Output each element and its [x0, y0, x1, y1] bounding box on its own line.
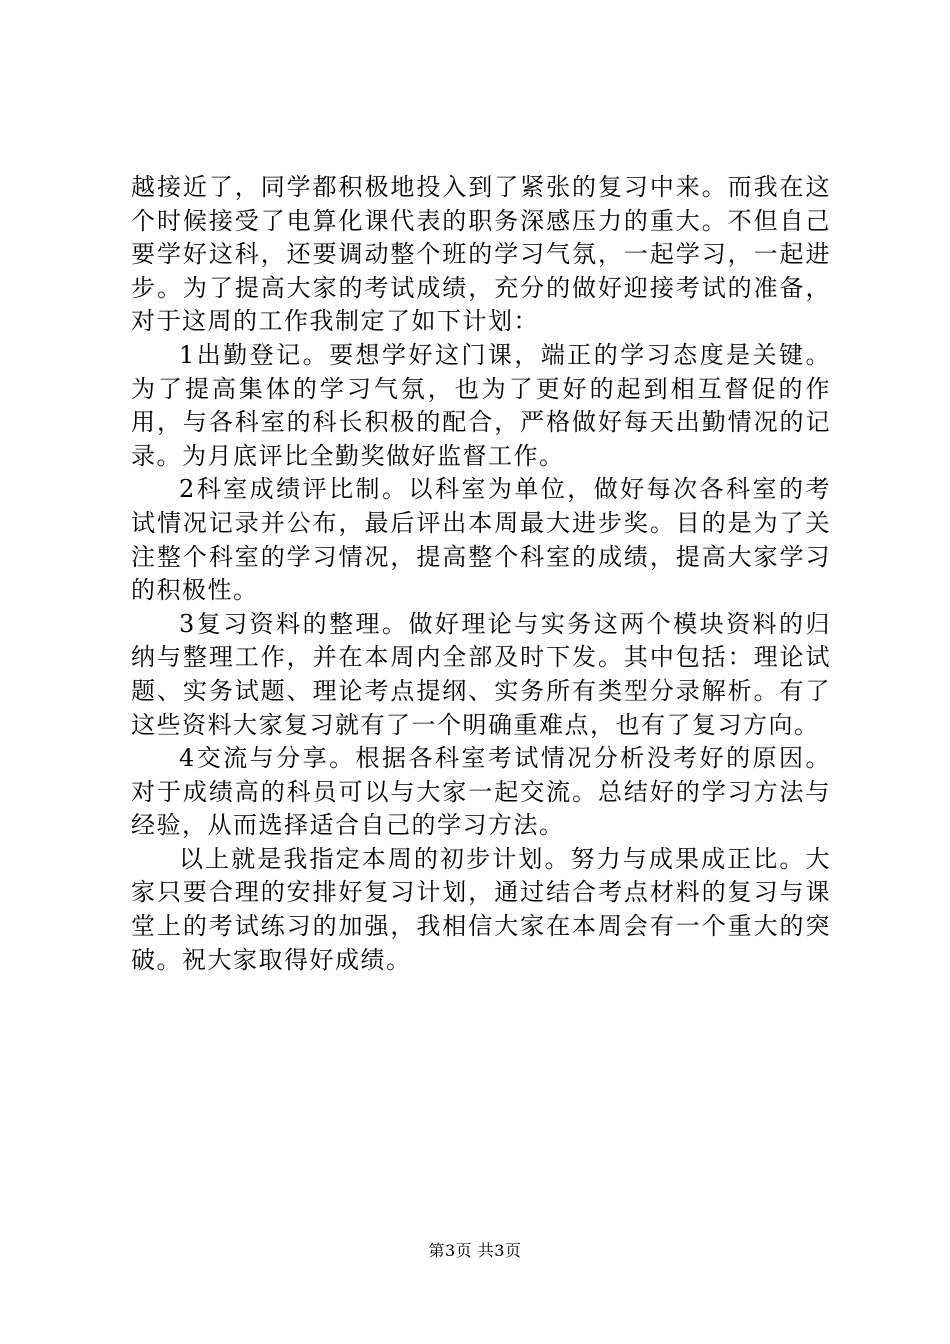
paragraph-item-2-score-ranking: 2科室成绩评比制。以科室为单位，做好每次各科室的考试情况记录并公布，最后评出本周最大进步奖。目的是为了关注整个科室的学习情况，提高整个科室的成绩，提高大家学习的积极性。	[131, 475, 831, 605]
paragraph-item-3-materials: 3复习资料的整理。做好理论与实务这两个模块资料的归纳与整理工作，并在本周内全部及时下发。其中包括：理论试题、实务试题、理论考点提纲、实务所有类型分录解析。有了这些资料大家复习就有了一个明确重难点，也有了复习方向。	[131, 609, 831, 739]
page-footer	[0, 1241, 950, 1261]
paragraph-item-4-sharing: 4交流与分享。根据各科室考试情况分析没考好的原因。对于成绩高的科员可以与大家一起交流。总结好的学习方法与经验，从而选择适合自己的学习方法。	[131, 744, 831, 840]
page-number-label: 第3页 共3页	[428, 1241, 522, 1260]
document-body	[131, 171, 831, 977]
paragraph-conclusion: 以上就是我指定本周的初步计划。努力与成果成正比。大家只要合理的安排好复习计划，通过结合考点材料的复习与课堂上的考试练习的加强，我相信大家在本周会有一个重大的突破。祝大家取得好成绩。	[131, 844, 831, 974]
paragraph-intro: 越接近了，同学都积极地投入到了紧张的复习中来。而我在这个时候接受了电算化课代表的职务深感压力的重大。不但自己要学好这科，还要调动整个班的学习气氛，一起学习，一起进步。为了提高大家的考试成绩，充分的做好迎接考试的准备，对于这周的工作我制定了如下计划：	[131, 173, 831, 336]
paragraph-item-1-attendance: 1出勤登记。要想学好这门课，端正的学习态度是关键。为了提高集体的学习气氛，也为了更好的起到相互督促的作用，与各科室的科长积极的配合，严格做好每天出勤情况的记录。为月底评比全勤奖做好监督工作。	[131, 340, 831, 470]
